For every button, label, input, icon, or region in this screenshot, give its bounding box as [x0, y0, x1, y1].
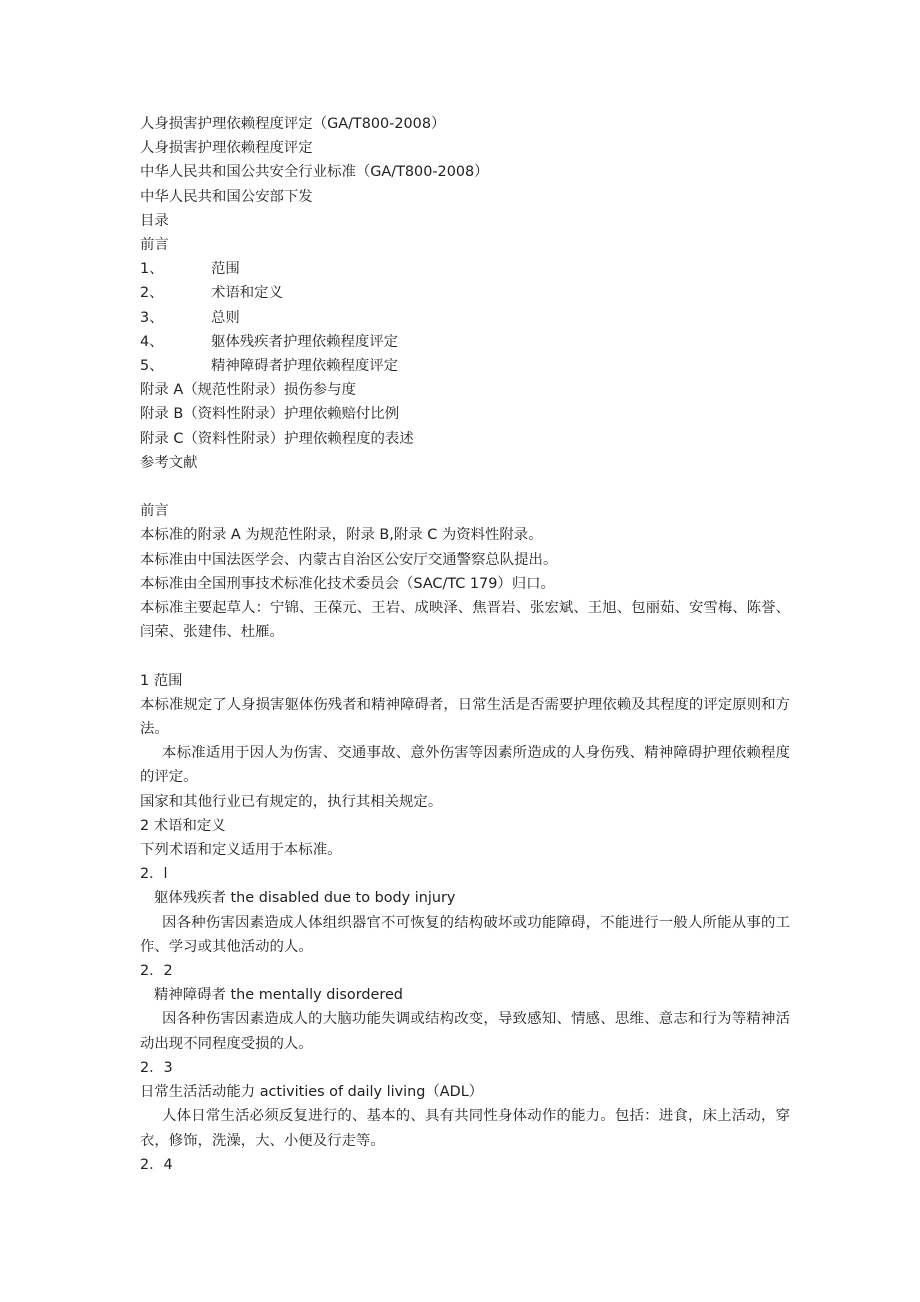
toc-item-number: 3、 — [140, 309, 164, 326]
section-2-intro: 下列术语和定义适用于本标准。 — [140, 842, 342, 859]
toc-title: 目录 — [140, 212, 169, 229]
foreword-paragraph: 本标准由中国法医学会、内蒙古自治区公安厅交通警察总队提出。 — [140, 551, 558, 568]
toc-foreword: 前言 — [140, 237, 169, 254]
term-name: 躯体残疾者 the disabled due to body injury — [154, 890, 456, 907]
toc-item-number: 5、 — [140, 358, 164, 375]
toc-item — [140, 281, 790, 305]
term-number: 2．3 — [140, 1059, 173, 1076]
toc-item-label: 躯体残疾者护理依赖程度评定 — [211, 333, 399, 350]
toc-item-number: 4、 — [140, 333, 164, 350]
toc-appendix-c: 附录 C（资料性附录）护理依赖程度的表述 — [140, 430, 414, 447]
toc-item-number: 1、 — [140, 261, 164, 278]
issuer: 中华人民共和国公安部下发 — [140, 188, 313, 205]
toc-item-label: 精神障碍者护理依赖程度评定 — [211, 358, 399, 375]
toc-item — [140, 354, 790, 378]
term-number: 2．4 — [140, 1156, 173, 1173]
foreword-paragraph: 本标准的附录 A 为规范性附录，附录 B,附录 C 为资料性附录。 — [140, 527, 543, 544]
term-definition: 因各种伤害因素造成人体组织器官不可恢复的结构破坏或功能障碍，不能进行一般人所能从事的工作、学习或其他活动的人。 — [140, 914, 790, 955]
term-number: 2．2 — [140, 963, 173, 980]
section-1-paragraph: 本标准适用于因人为伤害、交通事故、意外伤害等因素所造成的人身伤残、精神障碍护理依赖程度的评定。 — [140, 745, 790, 786]
foreword-title: 前言 — [140, 503, 169, 520]
doc-subtitle: 人身损害护理依赖程度评定 — [140, 140, 313, 157]
toc-appendix-a: 附录 A（规范性附录）损伤参与度 — [140, 382, 356, 399]
term-definition: 人体日常生活必须反复进行的、基本的、具有共同性身体动作的能力。包括：进食，床上活动，穿衣，修饰，洗澡，大、小便及行走等。 — [140, 1108, 790, 1149]
toc-item-number: 2、 — [140, 285, 164, 302]
term-number: 2．l — [140, 866, 168, 883]
toc-item — [140, 257, 790, 281]
toc-item-label: 范围 — [211, 261, 240, 278]
foreword-drafters: 本标准主要起草人：宁锦、王葆元、王岩、成映泽、焦晋岩、张宏斌、王旭、包丽茹、安雪梅、陈誉、闫荣、张建伟、杜雁。 — [140, 600, 790, 641]
term-name: 精神障碍者 the mentally disordered — [154, 987, 403, 1004]
toc-item-label: 术语和定义 — [211, 285, 283, 302]
term-definition: 因各种伤害因素造成人的大脑功能失调或结构改变，导致感知、情感、思维、意志和行为等精神活动出现不同程度受损的人。 — [140, 1011, 790, 1052]
section-1-title: 1 范围 — [140, 672, 183, 689]
toc-appendix-b: 附录 B（资料性附录）护理依赖赔付比例 — [140, 406, 400, 423]
section-1-paragraph: 国家和其他行业已有规定的，执行其相关规定。 — [140, 793, 443, 810]
foreword-paragraph: 本标准由全国刑事技术标准化技术委员会（SAC/TC 179）归口。 — [140, 575, 555, 592]
toc-item — [140, 330, 790, 354]
document-body — [140, 112, 790, 1177]
section-2-title: 2 术语和定义 — [140, 817, 226, 834]
spacer — [140, 475, 790, 499]
toc-references: 参考文献 — [140, 454, 198, 471]
section-1-paragraph: 本标准规定了人身损害躯体伤残者和精神障碍者，日常生活是否需要护理依赖及其程度的评定原则和方法。 — [140, 696, 790, 738]
term-name: 日常生活活动能力 activities of daily living（ADL） — [140, 1084, 484, 1101]
spacer — [140, 644, 790, 668]
toc-item — [140, 306, 790, 330]
standard-name: 中华人民共和国公共安全行业标准（GA/T800-2008） — [140, 164, 489, 181]
doc-title: 人身损害护理依赖程度评定（GA/T800-2008） — [140, 116, 446, 132]
toc-item-label: 总则 — [211, 309, 240, 326]
